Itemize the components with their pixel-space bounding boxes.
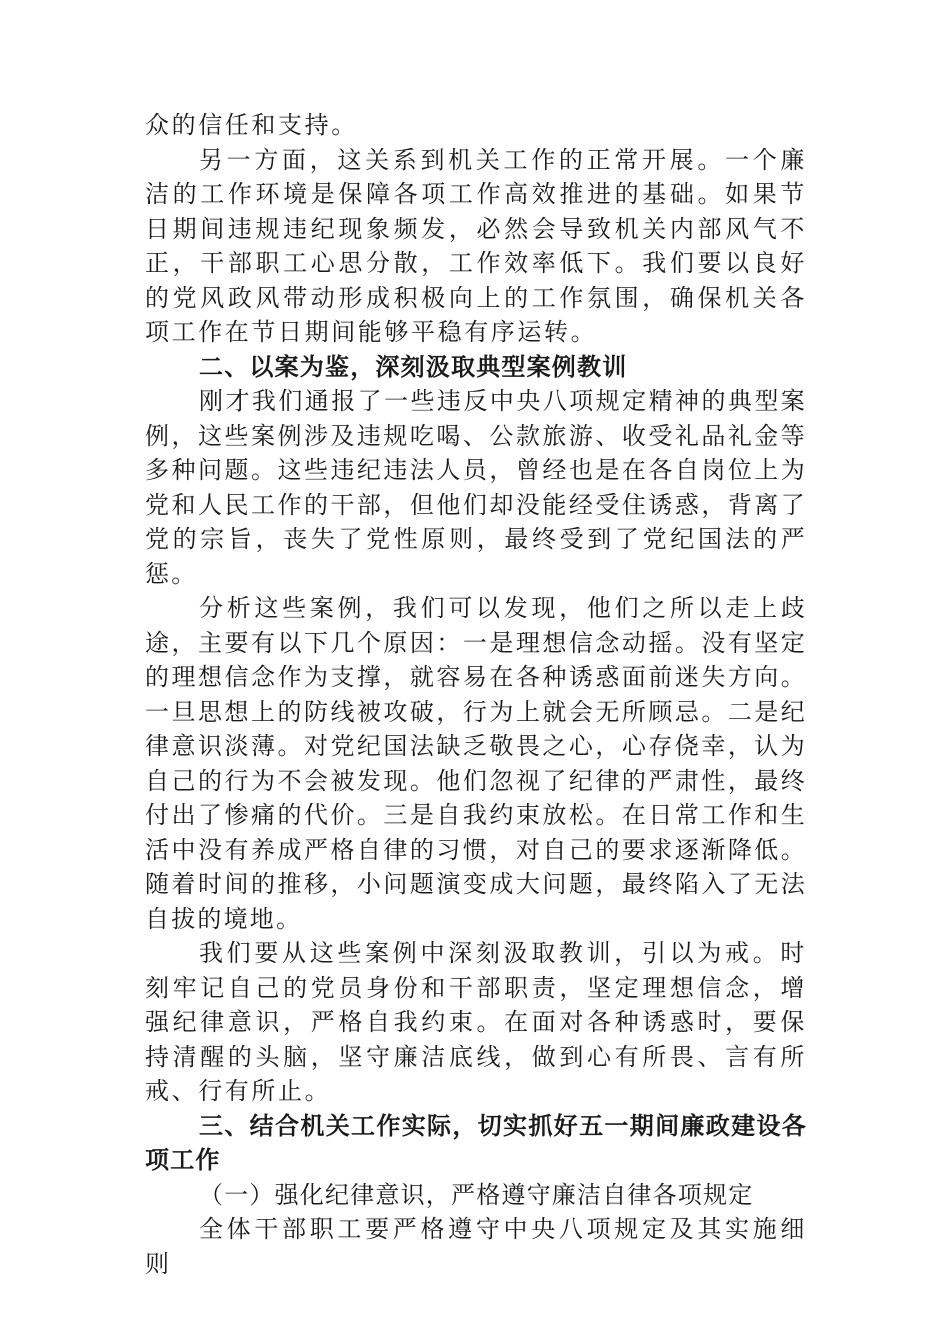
paragraph-case-report: 刚才我们通报了一些违反中央八项规定精神的典型案例，这些案例涉及违规吃喝、公款旅游、收受礼品礼金等多种问题。这些违纪违法人员，曾经也是在各自岗位上为党和人民工作的干部，但他们却没能经受住诱惑，背离了党的宗旨，丧失了党性原则，最终受到了党纪国法的严惩。 — [145, 387, 807, 588]
section-heading-3: 三、结合机关工作实际，切实抓好五一期间廉政建设各项工作 — [145, 1111, 807, 1174]
subsection-heading-1: （一）强化纪律意识，严格遵守廉洁自律各项规定 — [199, 1180, 754, 1209]
paragraph-regulations: 全体干部职工要严格遵守中央八项规定及其实施细则 — [145, 1215, 807, 1278]
section-heading-2: 二、以案为鉴，深刻汲取典型案例教训 — [199, 352, 628, 381]
paragraph-work-environment: 另一方面，这关系到机关工作的正常开展。一个廉洁的工作环境是保障各项工作高效推进的基础。如果节日期间违规违纪现象频发，必然会导致机关内部风气不正，干部职工心思分散，工作效率低下。我们要以良好的党风政风带动形成积极向上的工作氛围，确保机关各项工作在节日期间能够平稳有序运转。 — [145, 145, 807, 346]
paragraph-continuation: 众的信任和支持。 — [145, 111, 358, 139]
paragraph-lessons: 我们要从这些案例中深刻汲取教训，引以为戒。时刻牢记自己的党员身份和干部职责，坚定理想信念，增强纪律意识，严格自我约束。在面对各种诱惑时，要保持清醒的头脑，坚守廉洁底线，做到心有所畏、言有所戒、行有所止。 — [145, 939, 807, 1105]
paragraph-case-analysis: 分析这些案例，我们可以发现，他们之所以走上歧途，主要有以下几个原因：一是理想信念动摇。没有坚定的理想信念作为支撑，就容易在各种诱惑面前迷失方向。一旦思想上的防线被攻破，行为上就会无所顾忌。二是纪律意识淡薄。对党纪国法缺乏敬畏之心，心存侥幸，认为自己的行为不会被发现。他们忽视了纪律的严肃性，最终付出了惨痛的代价。三是自我约束放松。在日常工作和生活中没有养成严格自律的习惯，对自己的要求逐渐降低。随着时间的推移，小问题演变成大问题，最终陷入了无法自拔的境地。 — [145, 594, 807, 933]
document-body — [145, 108, 807, 1281]
